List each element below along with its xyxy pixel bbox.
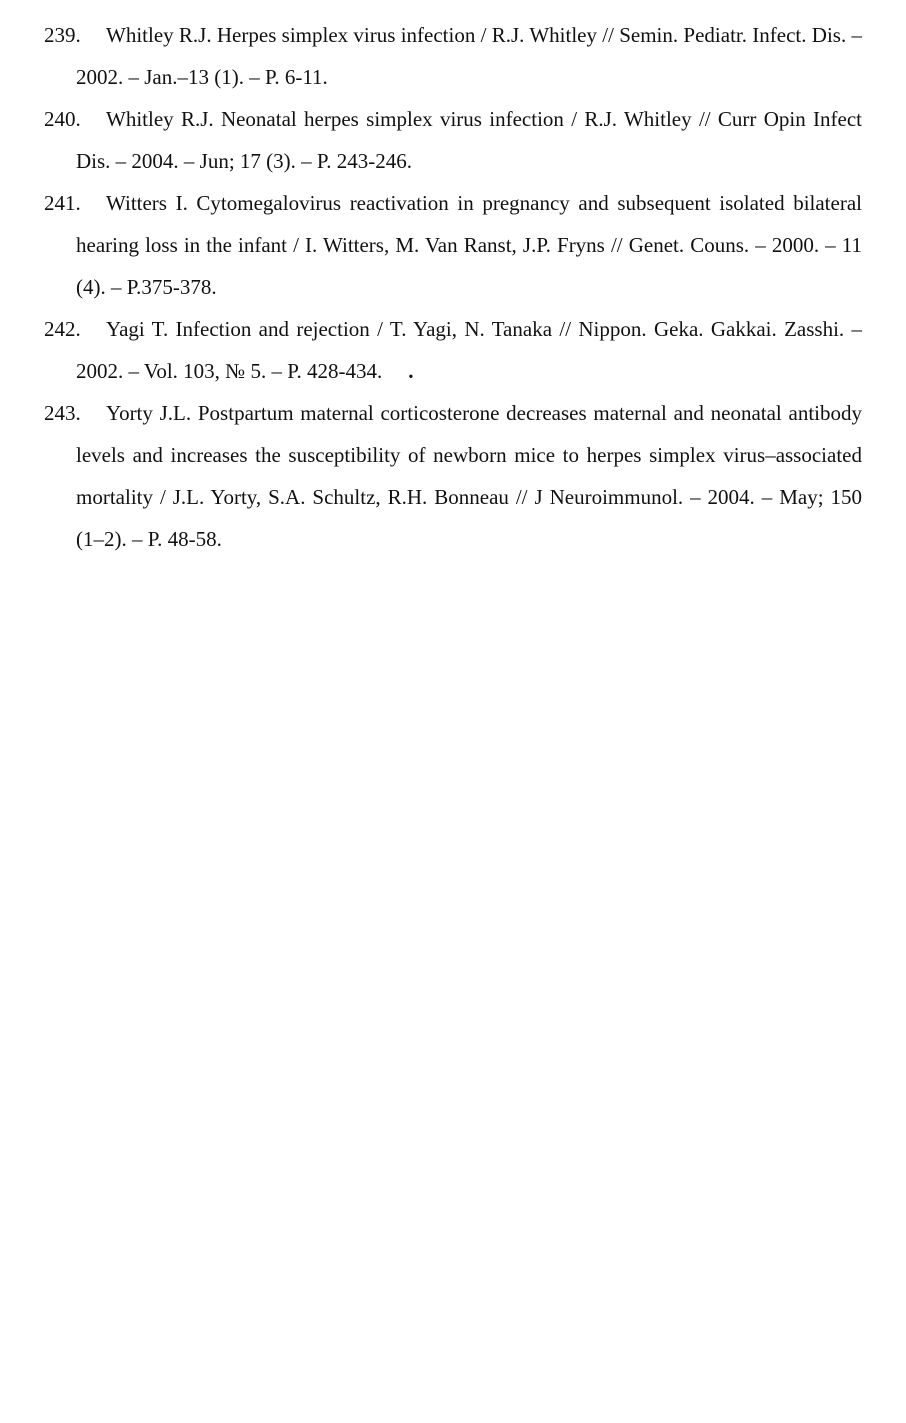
stray-mark: . bbox=[408, 359, 414, 383]
reference-number: 241. bbox=[44, 191, 81, 215]
reference-item bbox=[44, 392, 862, 560]
reference-number: 239. bbox=[44, 23, 81, 47]
reference-item bbox=[44, 182, 862, 308]
reference-text: Yorty J.L. Postpartum maternal corticosterone decreases maternal and neonatal antibody levels and increases the susceptibility of newborn mice to herpes simplex virus–associated mortality / J.L. Yorty, S.A. Schultz, R.H. Bonneau // J Neuroimmunol. – 2004. – May; 150 (1–2). – P. 48-58. bbox=[76, 401, 862, 551]
reference-item bbox=[44, 14, 862, 98]
reference-text: Whitley R.J. Herpes simplex virus infection / R.J. Whitley // Semin. Pediatr. Infect. Dis. – 2002. – Jan.–13 (1). – P. 6-11. bbox=[76, 23, 862, 89]
reference-item bbox=[44, 98, 862, 182]
reference-text: Witters I. Cytomegalovirus reactivation in pregnancy and subsequent isolated bilateral hearing loss in the infant / I. Witters, M. Van Ranst, J.P. Fryns // Genet. Couns. – 2000. – 11 (4). – P.375-378. bbox=[76, 191, 862, 299]
reference-number: 240. bbox=[44, 107, 81, 131]
reference-text: Whitley R.J. Neonatal herpes simplex virus infection / R.J. Whitley // Curr Opin Infect Dis. – 2004. – Jun; 17 (3). – P. 243-246. bbox=[76, 107, 862, 173]
reference-number: 243. bbox=[44, 401, 81, 425]
reference-number: 242. bbox=[44, 317, 81, 341]
reference-item bbox=[44, 308, 862, 392]
reference-text: Yagi T. Infection and rejection / T. Yagi, N. Tanaka // Nippon. Geka. Gakkai. Zasshi. – 2002. – Vol. 103, № 5. – P. 428-434. bbox=[76, 317, 862, 383]
reference-list bbox=[44, 14, 862, 560]
